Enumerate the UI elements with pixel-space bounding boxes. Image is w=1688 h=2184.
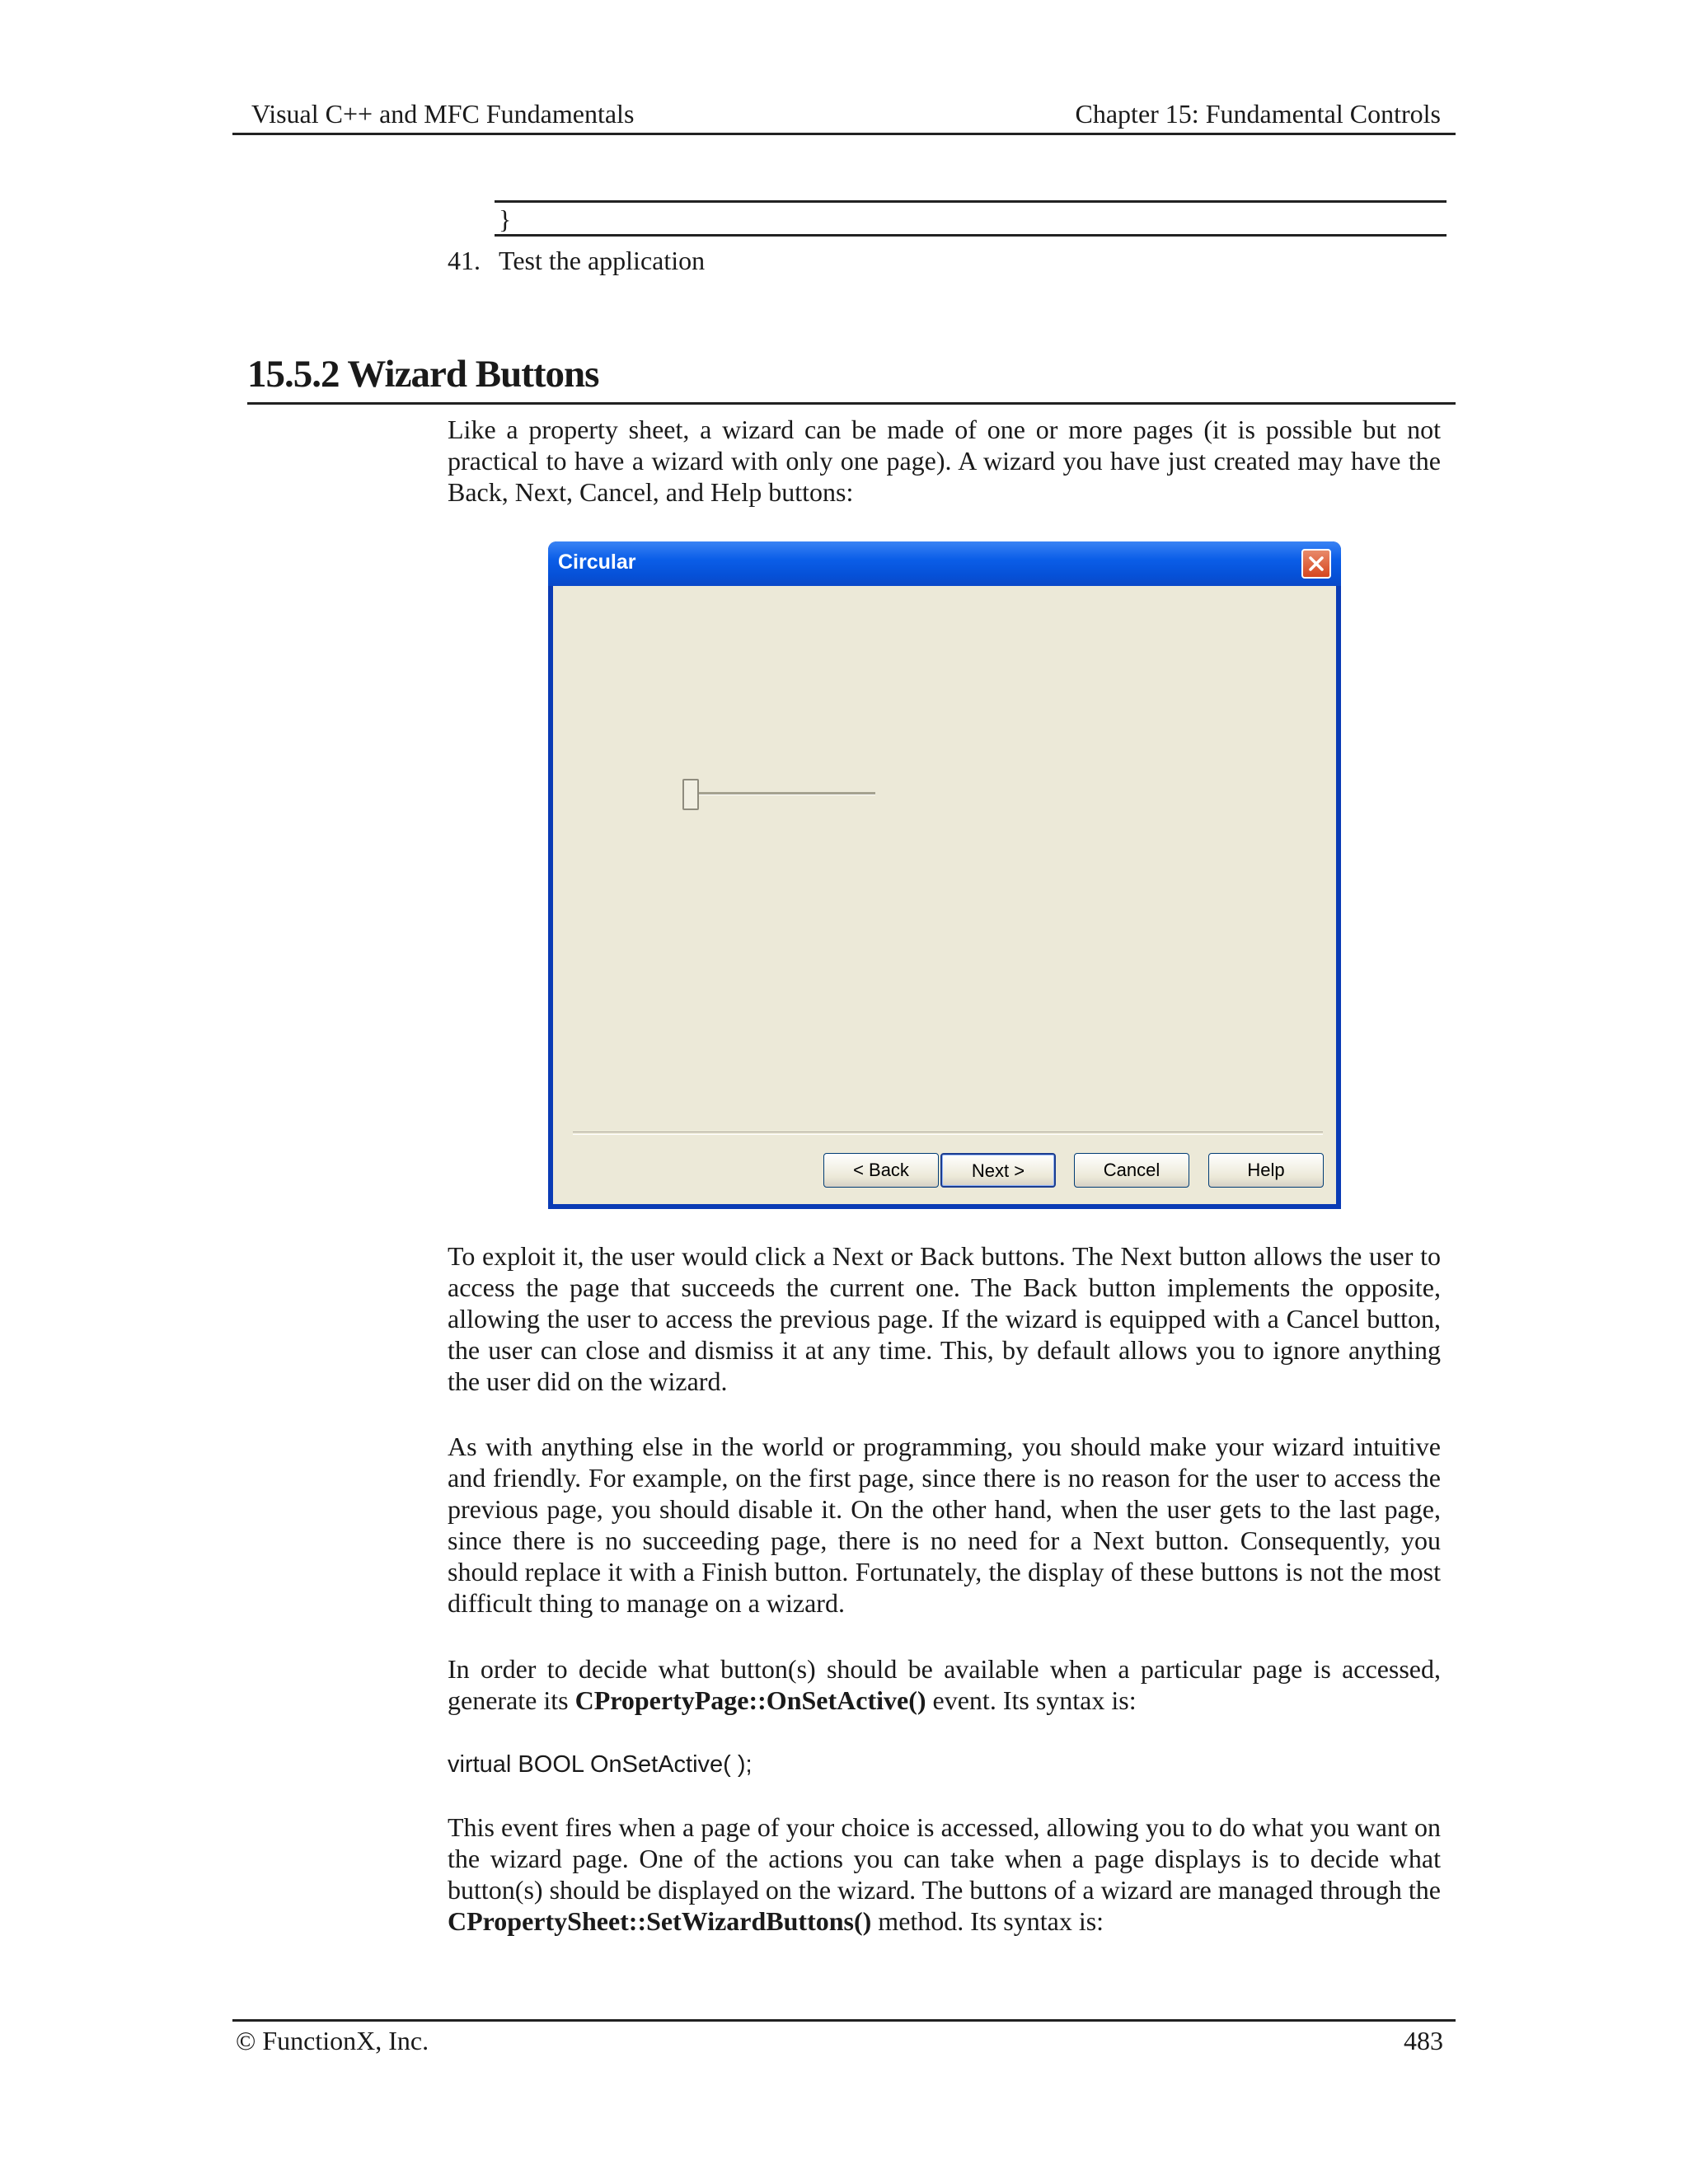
code-closing-brace: } [499, 204, 512, 234]
paragraph-onsetactive [448, 1653, 1441, 1716]
paragraph-setwizardbuttons-text-post: method. Its syntax is: [871, 1906, 1104, 1936]
paragraph-intuitive: As with anything else in the world or programming, you should make your wizard intuitive and friendly. For example, on the first page, since there is no reason for the user to access the previous page, you should disable it. On the other hand, when the user gets to the last page, since there is no succeeding page, there is no need for a Next button. Consequently, you should replace it with a Finish button. Fortunately, the display of these buttons is not the most difficult thing to manage on a wizard. [448, 1432, 1441, 1618]
header-divider [232, 133, 1456, 135]
paragraph-setwizardbuttons [448, 1811, 1441, 1937]
back-button[interactable]: < Back [823, 1153, 939, 1188]
paragraph-onsetactive-text-pre: In order to decide what button(s) should be available when a particular page is accessed, generate its [448, 1654, 1441, 1715]
slider-thumb[interactable] [682, 779, 699, 810]
next-button[interactable]: Next > [940, 1153, 1056, 1188]
wizard-window [548, 541, 1341, 1209]
running-header-title: Visual C++ and MFC Fundamentals [251, 99, 635, 129]
code-block-top-rule [495, 200, 1447, 203]
step-item [448, 246, 705, 276]
running-header-chapter: Chapter 15: Fundamental Controls [1075, 99, 1441, 129]
paragraph-onsetactive-text-post: event. Its syntax is: [926, 1685, 1137, 1715]
onsetactive-method-name: CPropertyPage::OnSetActive() [574, 1685, 926, 1715]
paragraph-intro: Like a property sheet, a wizard can be made of one or more pages (it is possible but not practical to have a wizard with only one page). A wizard you have just created may have the Back, Next, Cancel, and Help buttons: [448, 415, 1441, 507]
close-icon [1303, 551, 1329, 577]
setwizardbuttons-method-name: CPropertySheet::SetWizardButtons() [448, 1906, 872, 1936]
paragraph-setwizardbuttons-text-pre: This event fires when a page of your choice is accessed, allowing you to do what you want on the wizard page. One of the actions you can take when a page displays is to decide what button(s) should be displayed on the wizard. The buttons of a wizard are managed through the [448, 1812, 1441, 1905]
window-title: Circular [558, 551, 636, 574]
code-block-bottom-rule [495, 234, 1447, 237]
slider-track[interactable] [691, 792, 875, 795]
wizard-page-area [553, 586, 1336, 1204]
cancel-button[interactable]: Cancel [1074, 1153, 1189, 1188]
button-separator [573, 1132, 1323, 1135]
footer-divider [232, 2019, 1456, 2022]
section-heading: 15.5.2 Wizard Buttons [247, 353, 599, 396]
step-number: 41. [448, 246, 481, 275]
window-titlebar[interactable] [548, 541, 1341, 586]
help-button[interactable]: Help [1208, 1153, 1324, 1188]
code-syntax-onsetactive: virtual BOOL OnSetActive( ); [448, 1751, 753, 1778]
section-heading-rule [247, 402, 1456, 405]
page-number: 483 [1404, 2026, 1443, 2055]
step-text: Test the application [499, 246, 706, 275]
close-button[interactable] [1301, 549, 1331, 579]
footer-copyright: © FunctionX, Inc. [236, 2026, 429, 2055]
paragraph-next-back: To exploit it, the user would click a Next or Back buttons. The Next button allows the user to access the page that succeeds the current one. The Back button implements the opposite, allowing the user to access the previous page. If the wizard is equipped with a Cancel button, the user can close and dismiss it at any time. This, by default allows you to ignore anything the user did on the wizard. [448, 1241, 1441, 1396]
